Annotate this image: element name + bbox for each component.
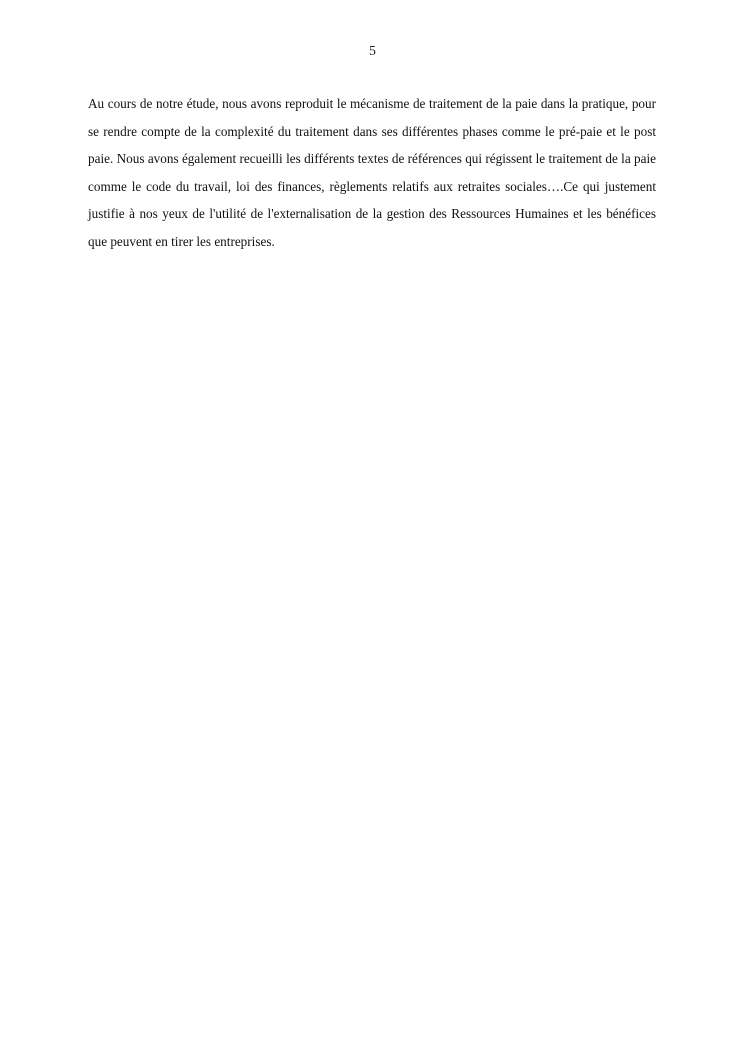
body-paragraph: Au cours de notre étude, nous avons reproduit le mécanisme de traitement de la paie dans la pratique, pour se rendre compte de la complexité du traitement dans ses différentes phases comme le pré-paie et le post paie. Nous avons également recueilli les différents textes de références qui régissent le traitement de la paie comme le code du travail, loi des finances, règlements relatifs aux retraites sociales….Ce qui justement justifie à nos yeux de l'utilité de l'externalisation de la gestion des Ressources Humaines et les bénéfices que peuvent en tirer les entreprises.: [88, 96, 656, 249]
page-body: [88, 90, 656, 255]
page-number: 5: [369, 43, 376, 58]
